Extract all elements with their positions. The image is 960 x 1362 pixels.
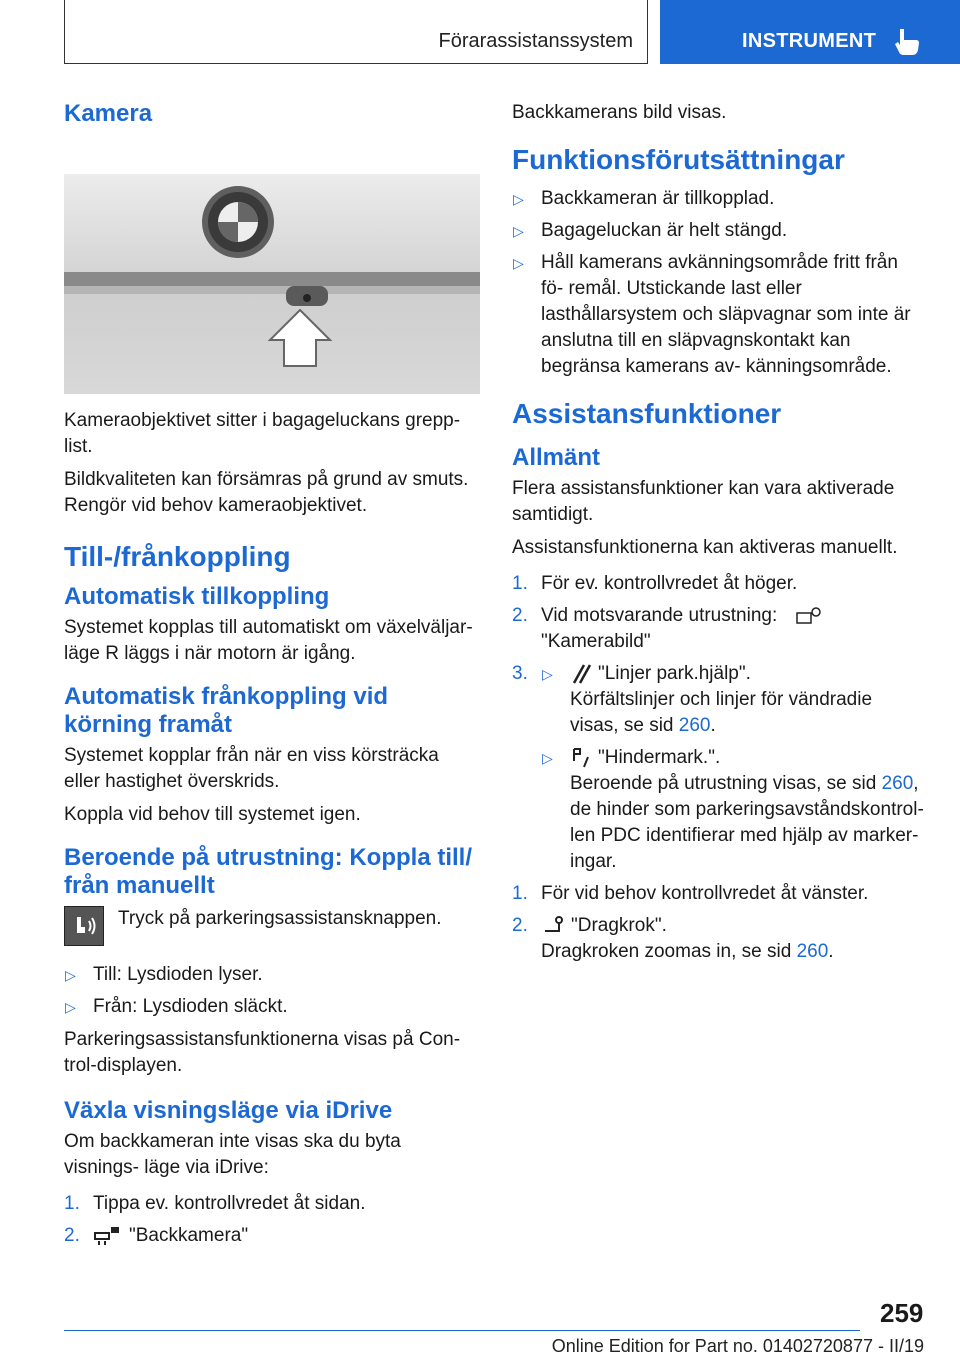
list-item: ▷ "Hindermark.". Beroende på utrustning visas, se sid 260, de hinder som parkeringsavståndskontrol- len PDC identifierar med hjälp av marker- ingar. <box>541 745 924 875</box>
vaxla-steps <box>64 1191 480 1249</box>
page-number: 259 <box>880 1298 924 1328</box>
footer-edition: Online Edition for Part no. 01402720877 - II/19 <box>551 1336 924 1356</box>
auto-fran-paragraph-1: Systemet kopplar från när en viss körsträcka eller hastighet överskrids. <box>64 745 439 792</box>
list-item: ▷ "Linjer park.hjälp". Körfältslinjer och linjer för vändradie visas, se sid 260. <box>541 661 924 739</box>
auto-fran-paragraph-2: Koppla vid behov till systemet igen. <box>64 804 361 825</box>
allmant-paragraph-2: Assistansfunktionerna kan aktiveras manuellt. <box>512 537 898 558</box>
auto-fran-heading: Automatisk frånkoppling vid körning framåt <box>64 683 389 738</box>
parking-lines-icon <box>570 663 592 685</box>
led-bullet-list <box>64 962 480 1020</box>
list-item: 1. Tippa ev. kontrollvredet åt sidan. <box>64 1193 366 1214</box>
right-column <box>512 100 924 972</box>
list-item: 2. "Backkamera" <box>64 1225 249 1246</box>
allmant-paragraph-1: Flera assistansfunktioner kan vara aktiverade samtidigt. <box>512 478 895 525</box>
page-ref-link[interactable]: 260 <box>678 715 711 736</box>
vaxla-paragraph: Om backkameran inte visas ska du byta visnings- läge via iDrive: <box>64 1131 401 1178</box>
manuellt-heading: Beroende på utrustning: Koppla till/ från manuellt <box>64 844 472 899</box>
till-fran-heading: Till-/frånkoppling <box>64 541 291 572</box>
rear-camera-icon <box>93 1225 123 1247</box>
kamera-paragraph-2: Bildkvaliteten kan försämras på grund av smuts. Rengör vid behov kameraobjektivet. <box>64 469 469 516</box>
auto-till-paragraph: Systemet kopplas till automatiskt om växelväljar- läge R läggs i när motorn är igång. <box>64 617 473 664</box>
funktion-bullets <box>512 186 924 380</box>
list-item: ▷ Backkameran är tillkopplad. <box>512 186 924 212</box>
camera-view-icon <box>793 605 823 627</box>
tow-hitch-icon <box>541 915 565 937</box>
kamera-heading: Kamera <box>64 100 153 127</box>
left-column <box>64 100 480 1256</box>
list-item: 3. ▷ "Linjer park.hjälp". Körfältslinjer och linjer för vändradie visas, se sid 260. ▷ "Hindermark.". Beroende på utrustning visas, se sid 260, de hinder som parkeringsavståndskontrol- len PDC identifierar med hjälp av marker- ingar. <box>512 661 924 875</box>
manuellt-paragraph-2: Parkeringsassistansfunktionerna visas på Con- trol-displayen. <box>64 1029 461 1076</box>
list-item: 2. Vid motsvarande utrustning: "Kamerabild" <box>512 603 924 655</box>
footer-divider <box>64 1330 860 1331</box>
pdc-button-row <box>64 906 480 946</box>
header-chapter-title: INSTRUMENT <box>742 30 877 52</box>
list-item: ▷ Till: Lysdioden lyser. <box>64 962 480 988</box>
list-item: 2. "Dragkrok". Dragkroken zoomas in, se sid 260. <box>512 915 834 962</box>
page-ref-link[interactable]: 260 <box>796 941 829 962</box>
parking-assist-button-icon <box>64 906 104 946</box>
list-item: ▷ Från: Lysdioden släckt. <box>64 994 480 1020</box>
assistans-heading: Assistansfunktioner <box>512 398 782 429</box>
list-item: ▷ Bagageluckan är helt stängd. <box>512 218 924 244</box>
sub-bullets <box>541 661 924 875</box>
pointing-hand-icon <box>894 28 920 56</box>
list-item: 1. För vid behov kontrollvredet åt vänster. <box>512 883 869 904</box>
list-item: 1. För ev. kontrollvredet åt höger. <box>512 573 798 594</box>
vaxla-heading: Växla visningsläge via iDrive <box>64 1097 393 1124</box>
auto-till-heading: Automatisk tillkoppling <box>64 583 330 610</box>
manuellt-paragraph: Tryck på parkeringsassistansknappen. <box>118 908 442 929</box>
list-item: ▷ Håll kamerans avkänningsområde fritt från fö- remål. Utstickande last eller lasthållarsystem och släpvagnar som inte är anslutna till en släpvagnskontakt kan begränsa kamerans av- känningsområde. <box>512 250 924 380</box>
camera-photo <box>64 174 480 394</box>
intro-paragraph: Backkamerans bild visas. <box>512 102 727 123</box>
allmant-heading: Allmänt <box>512 444 601 471</box>
funktion-heading: Funktionsförutsättningar <box>512 144 845 175</box>
assist-steps <box>512 571 924 965</box>
header-section-box <box>64 0 648 64</box>
header-section-title: Förarassistanssystem <box>438 30 633 52</box>
page-ref-link[interactable]: 260 <box>881 773 914 794</box>
obstacle-marking-icon <box>570 747 592 769</box>
header-chapter-tab[interactable] <box>660 0 960 64</box>
kamera-paragraph-1: Kameraobjektivet sitter i bagageluckans grepp- list. <box>64 410 461 457</box>
